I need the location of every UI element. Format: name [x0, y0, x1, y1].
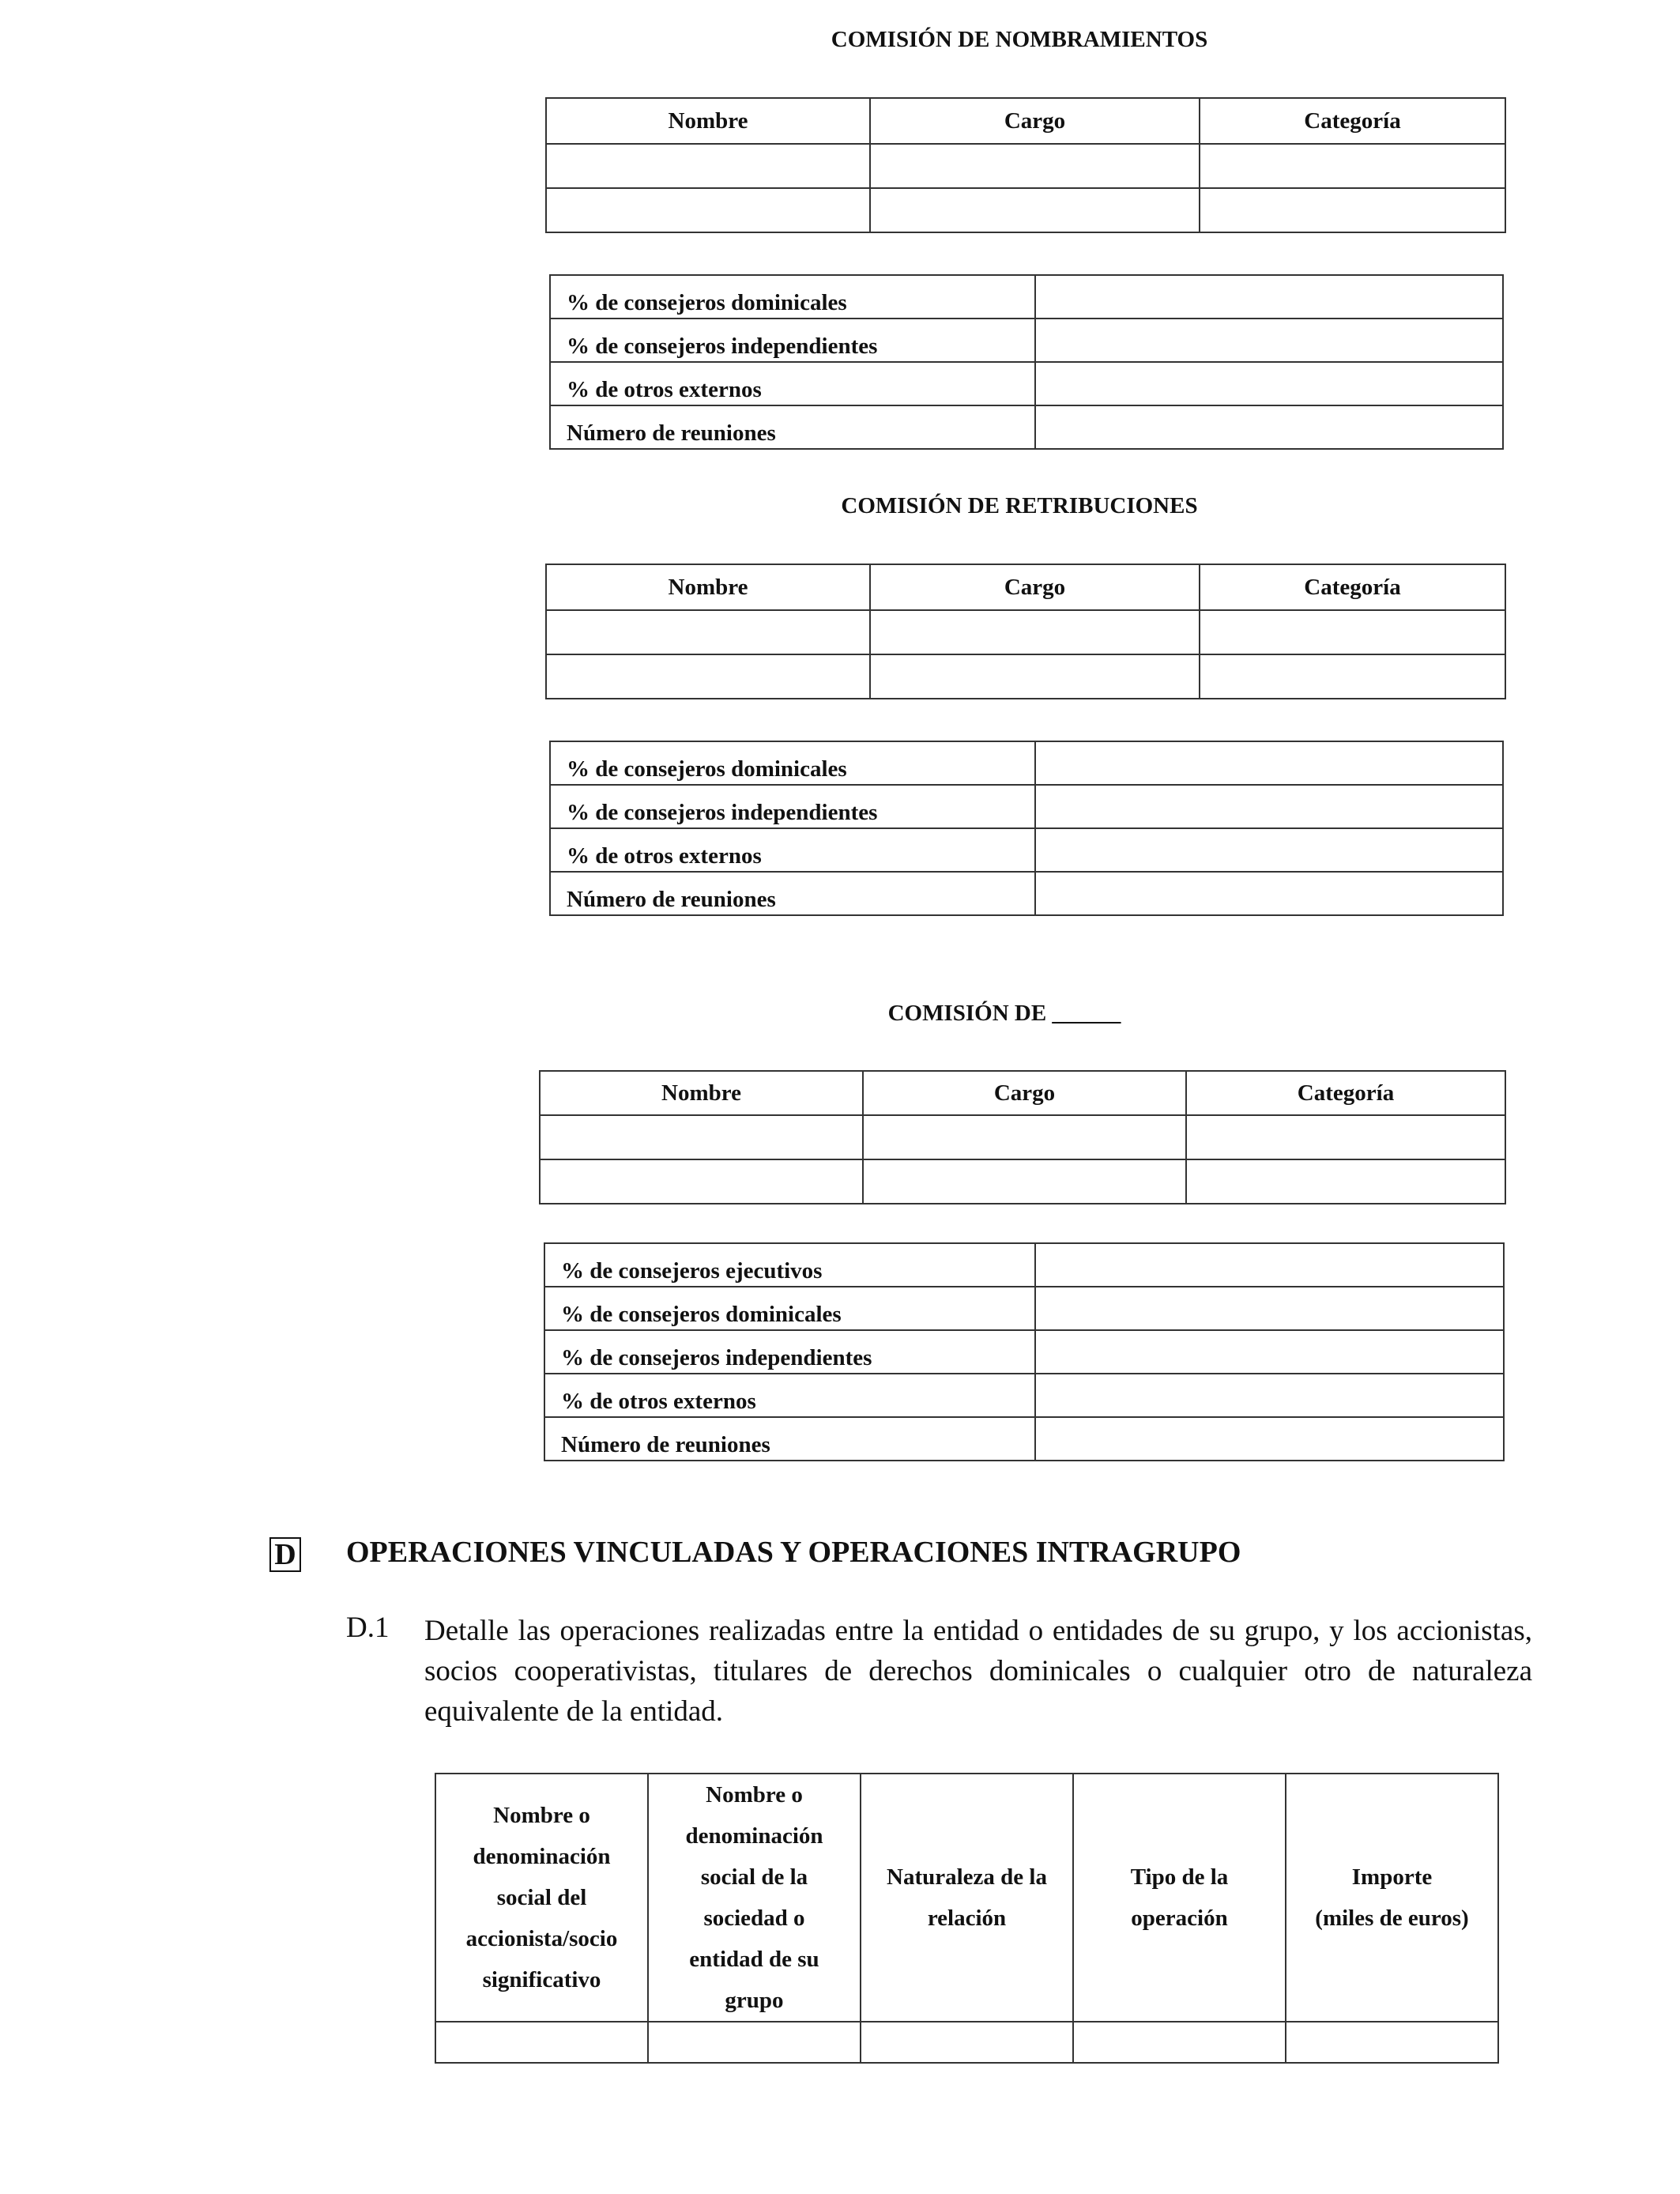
stat-label: Número de reuniones — [550, 405, 1035, 449]
table-row — [435, 2022, 1498, 2063]
stat-label: Número de reuniones — [550, 872, 1035, 915]
header-line: accionista/socio — [465, 1926, 618, 1951]
header-accionista — [435, 1774, 648, 2022]
table-row — [550, 319, 1503, 362]
cell-nombre[interactable] — [540, 1159, 863, 1204]
cell-cargo[interactable] — [870, 654, 1200, 699]
stat-label: % de consejeros independientes — [550, 785, 1035, 828]
operations-table — [435, 1773, 1499, 2064]
stat-value[interactable] — [1035, 1243, 1504, 1287]
header-line: significativo — [482, 1967, 601, 1992]
committee-title-nombramientos: COMISIÓN DE NOMBRAMIENTOS — [831, 27, 1208, 52]
header-line: Importe — [1351, 1864, 1433, 1890]
stat-value[interactable] — [1035, 1374, 1504, 1417]
cell-categoria[interactable] — [1200, 654, 1505, 699]
header-line: denominación — [473, 1844, 611, 1869]
section-heading: OPERACIONES VINCULADAS Y OPERACIONES INTRAGRUPO — [346, 1536, 1241, 1569]
cell-naturaleza[interactable] — [861, 2022, 1073, 2063]
table-row — [540, 1159, 1505, 1204]
cell-nombre[interactable] — [546, 654, 870, 699]
header-sociedad — [648, 1774, 861, 2022]
stat-value[interactable] — [1035, 319, 1503, 362]
stat-value[interactable] — [1035, 785, 1503, 828]
header-naturaleza — [861, 1774, 1073, 2022]
table-row — [550, 741, 1503, 785]
header-nombre: Nombre — [546, 98, 870, 144]
cell-cargo[interactable] — [870, 144, 1200, 188]
table-row — [550, 405, 1503, 449]
header-nombre: Nombre — [546, 564, 870, 610]
table-row — [546, 654, 1505, 699]
header-line: denominación — [685, 1823, 823, 1849]
table-row — [544, 1374, 1504, 1417]
stat-label: Número de reuniones — [544, 1417, 1035, 1461]
stat-label: % de consejeros independientes — [544, 1330, 1035, 1374]
stat-label: % de otros externos — [550, 828, 1035, 872]
header-nombre: Nombre — [540, 1071, 863, 1115]
committee-title-retribuciones: COMISIÓN DE RETRIBUCIONES — [841, 493, 1198, 518]
header-cargo: Cargo — [870, 564, 1200, 610]
header-cargo: Cargo — [863, 1071, 1186, 1115]
members-table-retribuciones — [545, 564, 1506, 699]
stat-value[interactable] — [1035, 872, 1503, 915]
subsection-number: D.1 — [346, 1612, 390, 1644]
cell-cargo[interactable] — [870, 610, 1200, 654]
stat-label: % de otros externos — [544, 1374, 1035, 1417]
table-row — [550, 362, 1503, 405]
header-line: Naturaleza de la — [887, 1864, 1047, 1890]
table-row — [546, 144, 1505, 188]
header-categoria: Categoría — [1200, 564, 1505, 610]
cell-nombre[interactable] — [546, 144, 870, 188]
header-tipo — [1073, 1774, 1286, 2022]
table-row — [550, 785, 1503, 828]
stat-value[interactable] — [1035, 1287, 1504, 1330]
cell-categoria[interactable] — [1200, 144, 1505, 188]
stat-value[interactable] — [1035, 1417, 1504, 1461]
stat-value[interactable] — [1035, 828, 1503, 872]
cell-categoria[interactable] — [1200, 610, 1505, 654]
stat-value[interactable] — [1035, 275, 1503, 319]
header-line: Tipo de la — [1130, 1864, 1229, 1890]
stat-label: % de otros externos — [550, 362, 1035, 405]
committee-title-otra: COMISIÓN DE ______ — [887, 1001, 1121, 1026]
cell-tipo[interactable] — [1073, 2022, 1286, 2063]
cell-importe[interactable] — [1286, 2022, 1498, 2063]
cell-sociedad[interactable] — [648, 2022, 861, 2063]
stat-label: % de consejeros ejecutivos — [544, 1243, 1035, 1287]
cell-nombre[interactable] — [540, 1115, 863, 1159]
table-row — [540, 1115, 1505, 1159]
stats-table-retribuciones — [549, 741, 1504, 916]
cell-cargo[interactable] — [870, 188, 1200, 232]
stat-value[interactable] — [1035, 741, 1503, 785]
header-categoria: Categoría — [1186, 1071, 1505, 1115]
table-row — [546, 610, 1505, 654]
header-line: Nombre o — [706, 1782, 803, 1808]
table-row — [546, 188, 1505, 232]
table-row — [550, 872, 1503, 915]
header-cargo: Cargo — [870, 98, 1200, 144]
header-line: sociedad o — [703, 1906, 805, 1931]
stat-value[interactable] — [1035, 362, 1503, 405]
stat-value[interactable] — [1035, 1330, 1504, 1374]
table-row — [544, 1243, 1504, 1287]
table-row — [544, 1330, 1504, 1374]
cell-categoria[interactable] — [1186, 1115, 1505, 1159]
cell-cargo[interactable] — [863, 1159, 1186, 1204]
table-row — [550, 828, 1503, 872]
cell-categoria[interactable] — [1200, 188, 1505, 232]
header-line: Nombre o — [493, 1803, 590, 1828]
stat-label: % de consejeros dominicales — [544, 1287, 1035, 1330]
header-line: (miles de euros) — [1315, 1906, 1469, 1931]
cell-nombre[interactable] — [546, 188, 870, 232]
cell-nombre[interactable] — [546, 610, 870, 654]
header-importe — [1286, 1774, 1498, 2022]
cell-cargo[interactable] — [863, 1115, 1186, 1159]
stats-table-nombramientos — [549, 274, 1504, 450]
stat-label: % de consejeros independientes — [550, 319, 1035, 362]
subsection-text: Detalle las operaciones realizadas entre la entidad o entidades de su grupo, y los accionistas, socios cooperativistas, titulares de derechos dominicales o cualquier otro de naturaleza equivalente de la entidad. — [424, 1615, 1532, 1728]
header-line: entidad de su — [689, 1947, 819, 1972]
members-table-otra — [539, 1070, 1506, 1204]
table-row — [550, 275, 1503, 319]
members-table-nombramientos — [545, 97, 1506, 233]
header-line: grupo — [725, 1988, 784, 2013]
stats-table-otra — [544, 1242, 1505, 1461]
stat-label: % de consejeros dominicales — [550, 741, 1035, 785]
stat-label: % de consejeros dominicales — [550, 275, 1035, 319]
header-line: social del — [496, 1885, 587, 1910]
header-categoria: Categoría — [1200, 98, 1505, 144]
header-line: relación — [927, 1906, 1007, 1931]
cell-categoria[interactable] — [1186, 1159, 1505, 1204]
table-row — [544, 1287, 1504, 1330]
header-line: social de la — [700, 1864, 808, 1890]
cell-accionista[interactable] — [435, 2022, 648, 2063]
table-row — [544, 1417, 1504, 1461]
stat-value[interactable] — [1035, 405, 1503, 449]
header-line: operación — [1131, 1906, 1228, 1931]
section-letter-box: D — [269, 1537, 301, 1572]
